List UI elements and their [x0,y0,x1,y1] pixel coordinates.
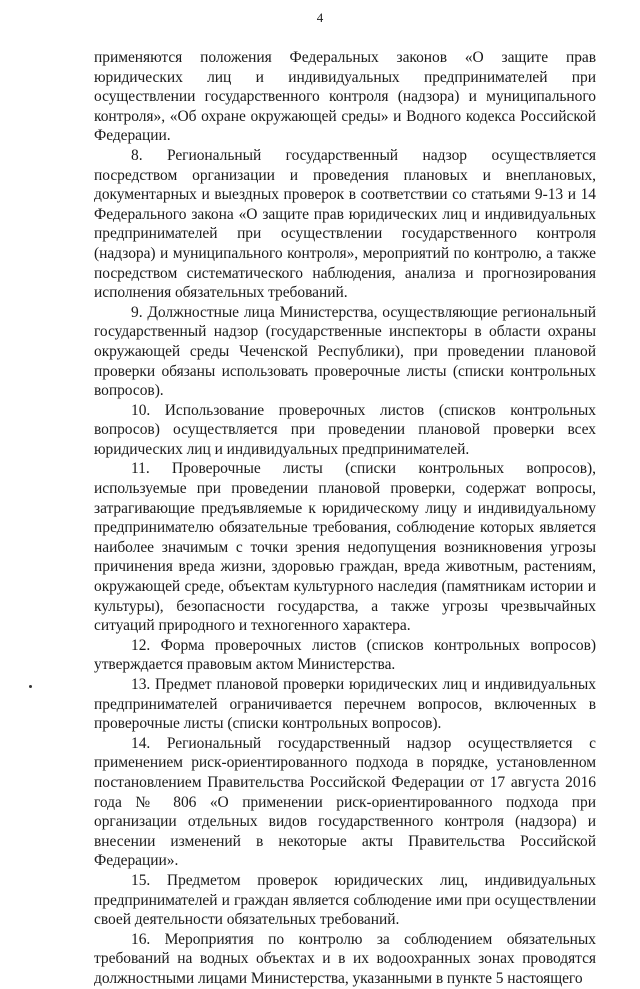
paragraph-15: 15. Предметом проверок юридических лиц, индивидуальных предпринимателей и граждан является соблюдение ими при осуществлении своей деятельности обязательных требований. [94,871,596,929]
paragraph-12: 12. Форма проверочных листов (списков контрольных вопросов) утверждается правовым актом Министерства. [94,636,596,674]
document-body [94,48,596,989]
paragraph-9: 9. Должностные лица Министерства, осуществляющие региональный государственный надзор (государственные инспекторы в области охраны окружающей среды Чеченской Республики), при проведении плановой проверки обязаны использовать проверочные листы (списки контрольных вопросов). [94,303,596,400]
paragraph-14: 14. Региональный государственный надзор осуществляется с применением риск-ориентированного подхода в порядке, установленном постановлением Правительства Российской Федерации от 17 августа 2016 года № 806 «О применении риск-ориентированного подхода при организации отдельных видов государственного контроля (надзора) и внесении изменений в некоторые акты Правительства Российской Федерации». [94,734,596,870]
margin-mark [29,685,32,688]
page-number: 4 [316,10,324,25]
paragraph-16: 16. Мероприятия по контролю за соблюдением обязательных требований на водных объектах и в их водоохранных зонах проводятся должностными лицами Министерства, указанными в пункте 5 настоящего [94,930,596,987]
paragraph-13: 13. Предмет плановой проверки юридических лиц и индивидуальных предпринимателей ограничивается перечнем вопросов, включенных в проверочные листы (списки контрольных вопросов). [94,676,596,733]
paragraph-continuation: применяются положения Федеральных законов «О защите прав юридических лиц и индивидуальных предпринимателей при осуществлении государственного контроля (надзора) и муниципального контроля», «Об охране окружающей среды» и Водного кодекса Российской Федерации. [94,49,596,145]
paragraph-10: 10. Использование проверочных листов (списков контрольных вопросов) осуществляется при проведении плановой проверки всех юридических лиц и индивидуальных предпринимателей. [94,401,596,458]
paragraph-11: 11. Проверочные листы (списки контрольных вопросов), используемые при проведении плановой проверки, содержат вопросы, затрагивающие предъявляемые к юридическому лицу и индивидуальному предпринимателю обязательные требования, соблюдение которых является наиболее значимым с точки зрения недопущения возникновения угрозы причинения вреда жизни, здоровью граждан, вреда животным, растениям, окружающей среде, объектам культурного наследия (памятникам истории и культуры), безопасности государства, а также угрозы чрезвычайных ситуаций природного и техногенного характера. [94,460,596,635]
paragraph-8: 8. Региональный государственный надзор осуществляется посредством организации и проведения плановых и внеплановых, документарных и выездных проверок в соответствии со статьями 9-13 и 14 Федерального закона «О защите прав юридических лиц и индивидуальных предпринимателей при осуществлении государственного контроля (надзора) и муниципального контроля», мероприятий по контролю, а также посредством систематического наблюдения, анализа и прогнозирования исполнения обязательных требований. [94,146,596,302]
